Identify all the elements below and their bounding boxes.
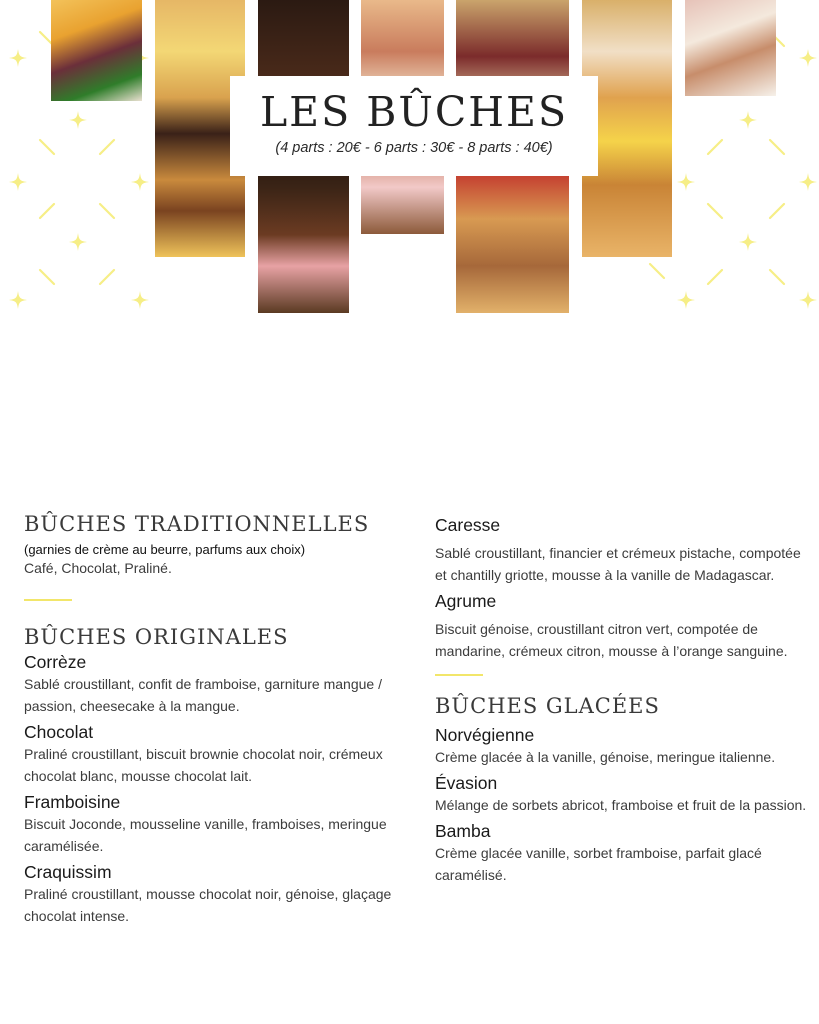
item-name: Chocolat	[24, 722, 94, 742]
item-name: Agrume	[435, 591, 497, 611]
price-list: (4 parts : 20€ - 6 parts : 30€ - 8 parts : 40€)	[275, 140, 553, 156]
item-description: Praliné croustillant, biscuit brownie chocolat noir, crémeux chocolat blanc, mousse chocolat lait.	[24, 746, 383, 784]
section-subtitle: (garnies de crème au beurre, parfums aux choix)	[24, 542, 306, 557]
item-description: Crème glacée vanille, sorbet framboise, parfait glacé caramélisé.	[435, 845, 762, 883]
list-item	[435, 514, 810, 586]
divider	[24, 599, 72, 601]
item-description: Sablé croustillant, financier et crémeux pistache, compotée et chantilly griotte, mousse à la vanille de Madagascar.	[435, 545, 801, 583]
section-title-originals: BÛCHES ORIGINALES	[24, 625, 289, 649]
pastry-photo	[685, 0, 776, 96]
section-title-traditional: BÛCHES TRADITIONNELLES	[24, 512, 370, 536]
item-name: Craquissim	[24, 862, 112, 882]
page-title: LES BÛCHES	[259, 88, 569, 136]
list-item	[435, 820, 810, 886]
list-item	[435, 590, 810, 662]
item-name: Évasion	[435, 773, 498, 793]
list-item	[24, 721, 416, 787]
item-name: Bamba	[435, 821, 491, 841]
item-description: Crème glacée à la vanille, génoise, meringue italienne.	[435, 749, 776, 765]
flavor-list: Café, Chocolat, Praliné.	[24, 560, 172, 576]
item-name: Caresse	[435, 515, 501, 535]
section-title-iced: BÛCHES GLACÉES	[435, 694, 660, 718]
pastry-photo	[51, 0, 142, 101]
header-collage	[0, 0, 819, 320]
list-item	[24, 791, 416, 857]
list-item	[435, 772, 810, 816]
item-description: Praliné croustillant, mousse chocolat noir, génoise, glaçage chocolat intense.	[24, 886, 392, 924]
list-item	[24, 651, 416, 717]
item-name: Corrèze	[24, 652, 87, 672]
item-description: Mélange de sorbets abricot, framboise et fruit de la passion.	[435, 797, 807, 813]
item-description: Biscuit génoise, croustillant citron vert, compotée de mandarine, crémeux citron, mousse à l’orange sanguine.	[435, 621, 788, 659]
item-name: Framboisine	[24, 792, 121, 812]
title-card	[230, 76, 598, 176]
item-description: Biscuit Joconde, mousseline vanille, framboises, meringue caramélisée.	[24, 816, 387, 854]
list-item	[24, 861, 416, 927]
divider	[435, 674, 483, 676]
item-name: Norvégienne	[435, 725, 535, 745]
list-item	[435, 724, 810, 768]
item-description: Sablé croustillant, confit de framboise, garniture mangue / passion, cheesecake à la mangue.	[24, 676, 382, 714]
menu-column-right	[435, 510, 810, 890]
menu-column-left	[24, 510, 416, 931]
